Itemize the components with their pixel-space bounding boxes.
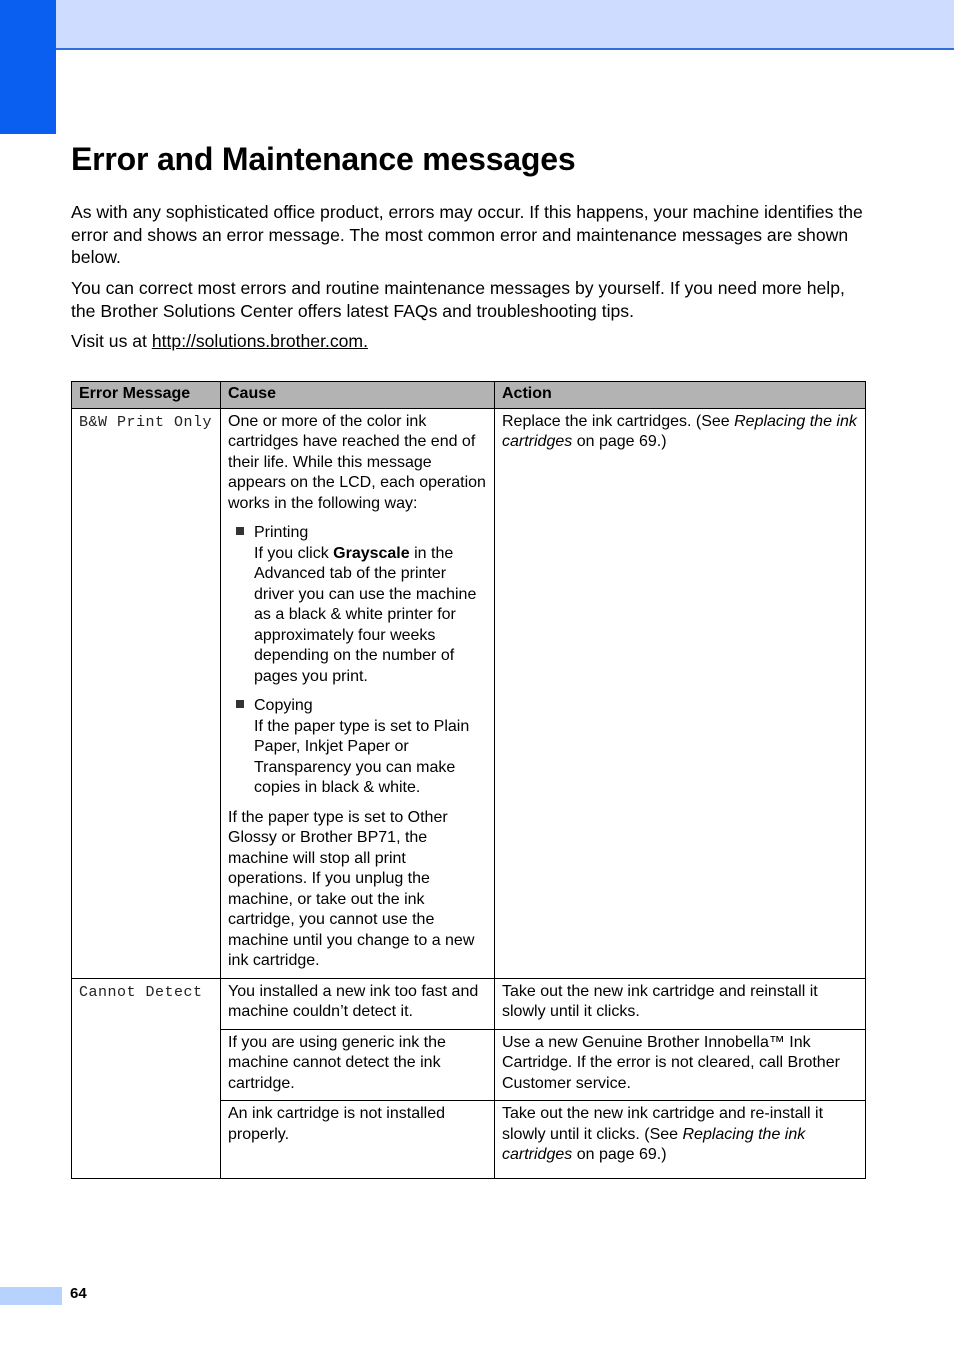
- cause-intro: One or more of the color ink cartridges have reached the end of their life. While this message appears on the LCD, each operation works in the following way:: [228, 412, 486, 512]
- cross-reference: Replacing the ink cartridges: [502, 412, 857, 450]
- header-cause: Cause: [221, 382, 495, 409]
- intro-paragraph: As with any sophisticated office product, errors may occur. If this happens, your machine identifies the error and shows an error message. The most common error and maintenance messages are shown below.: [71, 202, 863, 267]
- grayscale-label: Grayscale: [333, 544, 410, 562]
- cause-cell: [221, 408, 495, 978]
- action-cell: Replace the ink cartridges. (See Replacing the ink cartridges on page 69.): [495, 408, 866, 978]
- table-row: [72, 978, 866, 1029]
- action-cell: Use a new Genuine Brother Innobella™ Ink Cartridge. If the error is not cleared, call Brother Customer service.: [495, 1029, 866, 1101]
- bullet-text: If the paper type is set to Plain Paper, Inkjet Paper or Transparency you can make copies in black & white.: [254, 717, 470, 796]
- cause-cell: If you are using generic ink the machine cannot detect the ink cartridge.: [221, 1029, 495, 1101]
- square-bullet-icon: [236, 700, 244, 708]
- help-paragraph: You can correct most errors and routine maintenance messages by yourself. If you need more help, the Brother Solutions Center offers latest FAQs and troubleshooting tips.: [71, 278, 845, 321]
- square-bullet-icon: [236, 527, 244, 535]
- bullet-printing: [228, 523, 487, 687]
- cause-outro: If the paper type is set to Other Glossy or Brother BP71, the machine will stop all print operations. If you unplug the machine, or take out the ink cartridge, you cannot use the machine until you change to a new ink cartridge.: [228, 808, 475, 969]
- table-row: [72, 408, 866, 978]
- bullet-title: Copying: [254, 697, 313, 714]
- header-action: Action: [495, 382, 866, 409]
- visit-line: [71, 330, 871, 353]
- error-message-cell: [72, 978, 221, 1178]
- cause-cell: An ink cartridge is not installed properly.: [221, 1101, 495, 1179]
- action-cell: Take out the new ink cartridge and re-install it slowly until it clicks. (See Replacing the ink cartridges on page 69.): [495, 1101, 866, 1179]
- page-number: 64: [70, 1285, 87, 1302]
- chapter-tab: [0, 0, 56, 134]
- bullet-copying: [228, 696, 487, 799]
- header-error-message: Error Message: [72, 382, 221, 409]
- error-message-cell: [72, 408, 221, 978]
- error-code: Cannot Detect: [79, 983, 203, 1001]
- table-header-row: [72, 382, 866, 409]
- solutions-link[interactable]: http://solutions.brother.com.: [151, 331, 368, 351]
- error-code: B&W Print Only: [79, 413, 213, 431]
- cause-cell: You installed a new ink too fast and machine couldn’t detect it.: [221, 978, 495, 1029]
- bullet-title: Printing: [254, 524, 309, 541]
- cross-reference: Replacing the ink cartridges: [502, 1125, 806, 1163]
- visit-prefix: Visit us at: [71, 331, 152, 351]
- footer-bar: [0, 1287, 62, 1305]
- header-band: [0, 0, 954, 50]
- bullet-text: If you click Grayscale in the Advanced tab of the printer driver you can use the machine as a black & white printer for approximately four weeks depending on the number of pages you print.: [254, 544, 477, 685]
- error-table: [71, 381, 866, 1179]
- page-title: Error and Maintenance messages: [71, 141, 576, 177]
- action-cell: Take out the new ink cartridge and reinstall it slowly until it clicks.: [495, 978, 866, 1029]
